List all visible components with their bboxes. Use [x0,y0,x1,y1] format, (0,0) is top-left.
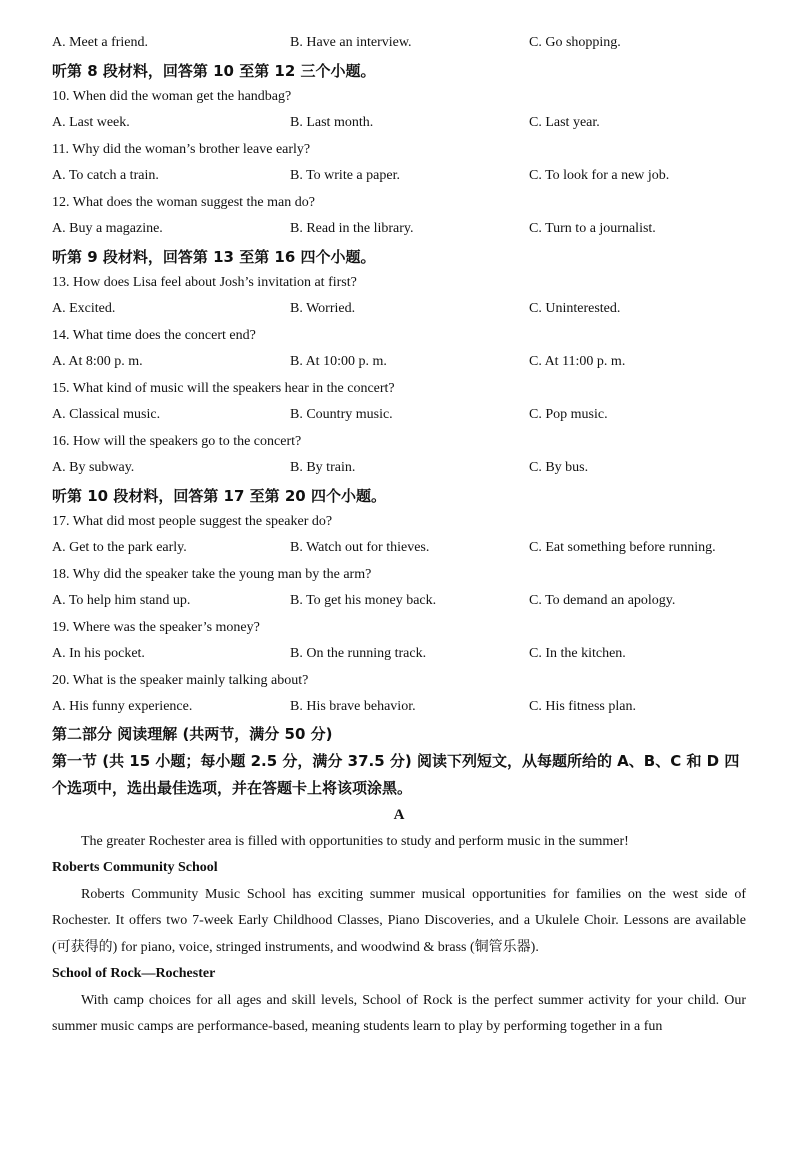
option-b: B. By train. [290,460,356,476]
option-b: B. His brave behavior. [290,699,416,715]
option-c: C. Turn to a journalist. [529,221,656,237]
section-heading: 听第 8 段材料，回答第 10 至第 12 三个小题。 [52,61,376,80]
option-c: C. To look for a new job. [529,168,670,184]
option-b: B. To write a paper. [290,168,400,184]
option-a: A. At 8:00 p. m. [52,354,143,370]
options-row [52,163,746,190]
option-b: B. Have an interview. [290,35,412,51]
passage-intro: The greater Rochester area is filled with opportunities to study and perform music in the summer! [81,833,629,849]
option-a: A. To help him stand up. [52,593,191,609]
option-c: C. At 11:00 p. m. [529,354,626,370]
part2-heading: 第二部分 阅读理解 (共两节，满分 50 分) [52,724,333,743]
option-a: A. His funny experience. [52,699,193,715]
options-row [52,216,746,243]
passage-subhead: School of Rock—Rochester [52,966,216,981]
options-row [52,535,746,562]
option-a: A. In his pocket. [52,646,145,662]
option-b: B. To get his money back. [290,593,437,609]
question: 12. What does the woman suggest the man do? [52,194,315,210]
section-heading: 听第 10 段材料，回答第 17 至第 20 四个小题。 [52,486,386,505]
option-a: A. By subway. [52,460,135,476]
question: 15. What kind of music will the speakers hear in the concert? [52,380,395,396]
options-row [52,402,746,429]
question: 19. Where was the speaker’s money? [52,619,260,635]
part2-instructions: 第一节 (共 15 小题；每小题 2.5 分，满分 37.5 分) 阅读下列短文，从每题所给的 A、B、C 和 D 四个选项中，选出最佳选项，并在答题卡上将该项涂黑。 [52,751,740,797]
option-b: B. Watch out for thieves. [290,540,430,556]
option-b: B. Country music. [290,407,393,423]
option-a: A. Meet a friend. [52,35,149,51]
option-b: B. Read in the library. [290,221,414,237]
passage-paragraph: Roberts Community Music School has exciting summer musical opportunities for families on the west side of Rochester. It offers two 7-week Early Childhood Classes, Piano Discoveries, and a Ukulele Choir. Lessons are available (可获得的) for piano, voice, stringed instruments, and woodwind & brass (铜管乐器). [52,886,746,955]
section-heading: 听第 9 段材料，回答第 13 至第 16 四个小题。 [52,247,376,266]
option-a: A. Excited. [52,301,116,317]
option-c: C. His fitness plan. [529,699,636,715]
options-row [52,30,746,57]
option-b: B. At 10:00 p. m. [290,354,387,370]
option-c: C. Go shopping. [529,35,621,51]
option-c: C. Pop music. [529,407,608,423]
options-row [52,455,746,482]
passage-subhead: Roberts Community School [52,860,218,875]
question: 10. When did the woman get the handbag? [52,88,292,104]
exam-page [52,30,746,1041]
option-a: A. Get to the park early. [52,540,187,556]
question: 17. What did most people suggest the speaker do? [52,513,333,529]
question: 14. What time does the concert end? [52,327,256,343]
option-a: A. Buy a magazine. [52,221,163,237]
option-c: C. Uninterested. [529,301,621,317]
question: 13. How does Lisa feel about Josh’s invitation at first? [52,274,357,290]
question: 16. How will the speakers go to the concert? [52,433,302,449]
option-a: A. Last week. [52,115,130,131]
question: 11. Why did the woman’s brother leave early? [52,141,311,157]
option-a: A. Classical music. [52,407,161,423]
option-c: C. To demand an apology. [529,593,676,609]
options-row [52,641,746,668]
options-row [52,588,746,615]
option-c: C. By bus. [529,460,589,476]
option-b: B. On the running track. [290,646,427,662]
question: 18. Why did the speaker take the young man by the arm? [52,566,372,582]
option-c: C. In the kitchen. [529,646,626,662]
passage-title: A [393,806,405,823]
options-row [52,110,746,137]
options-row [52,694,746,721]
option-a: A. To catch a train. [52,168,159,184]
option-c: C. Last year. [529,115,600,131]
options-row [52,296,746,323]
option-c: C. Eat something before running. [529,540,716,556]
option-b: B. Last month. [290,115,374,131]
options-row [52,349,746,376]
option-b: B. Worried. [290,301,356,317]
passage-paragraph: With camp choices for all ages and skill levels, School of Rock is the perfect summer activity for your child. Our summer music camps are performance-based, meaning students learn to play by performing together in a fun [52,992,746,1034]
question: 20. What is the speaker mainly talking about? [52,672,309,688]
